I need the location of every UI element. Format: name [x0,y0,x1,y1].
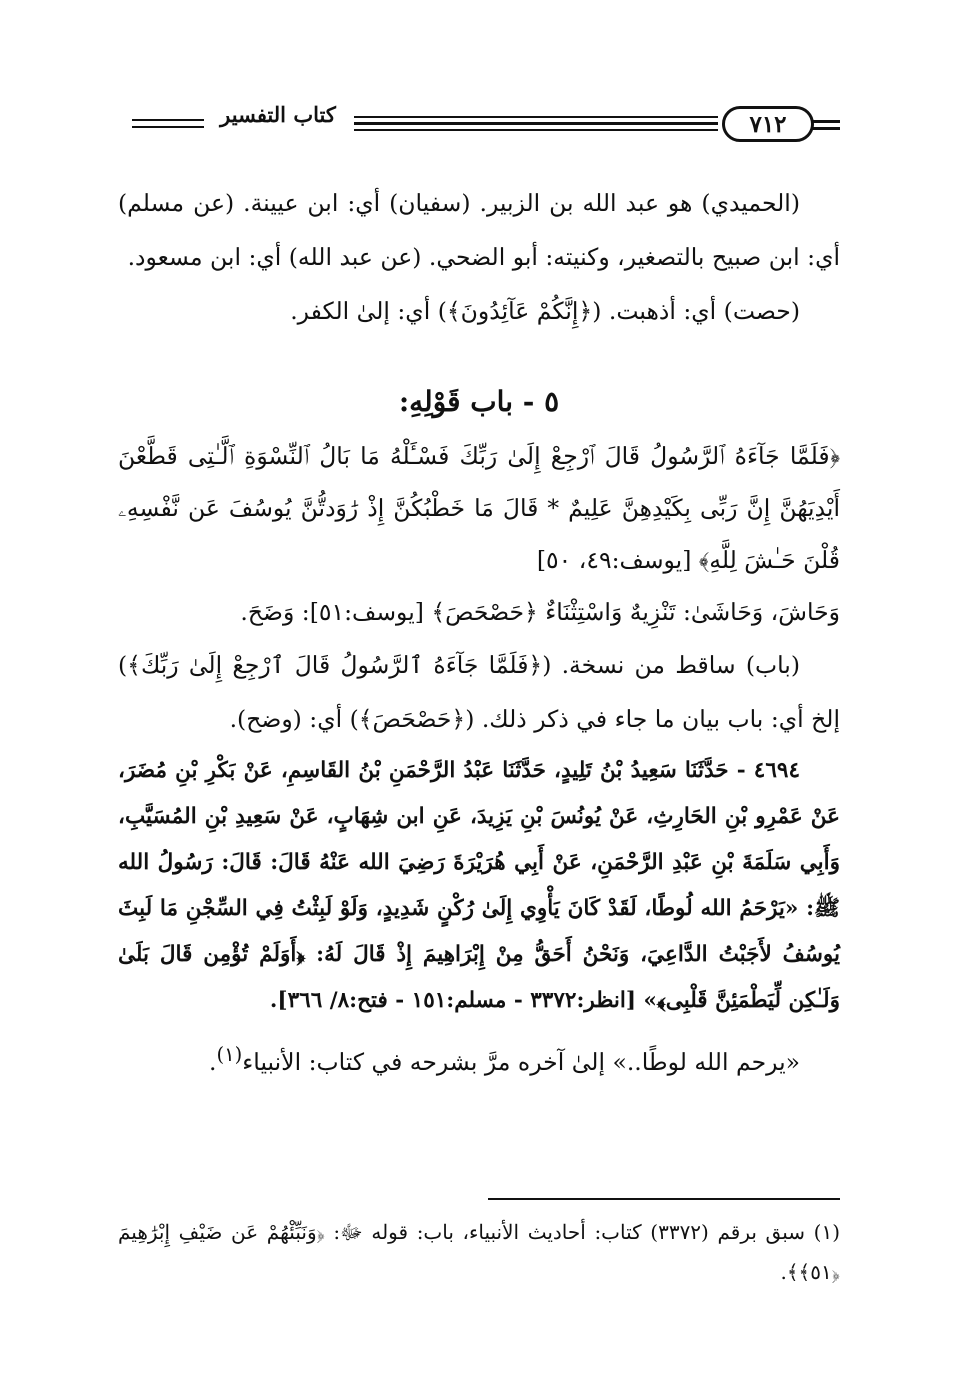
header-rule [354,116,718,118]
running-header [118,100,840,156]
footnote-separator [488,1198,840,1200]
header-rule-short [132,126,204,128]
closing-paragraph [118,1028,840,1089]
commentary-paragraph: (حصت) أي: أذهبت. (﴿إِنَّكُمْ عَآئِدُونَ﴾) أي: إلىٰ الكفر. [290,297,800,325]
section-heading: ٥ - باب قَوْلِهِ: [398,385,560,418]
page-number-badge [722,106,814,142]
quran-verse: ﴿فَلَمَّا جَآءَهُ ٱلرَّسُولُ قَالَ ٱرْجِعْ إِلَىٰ رَبِّكَ فَسْـَٔلْهُ مَا بَالُ ٱلنِّسْوَةِ ٱلَّـٰتِى قَطَّعْنَ أَيْدِيَهُنَّ إِنَّ رَبِّى بِكَيْدِهِنَّ عَلِيمٌ * قَالَ مَا خَطْبُكُنَّ إِذْ رَٰوَدتُّنَّ يُوسُفَ عَن نَّفْسِهِۦ قُلْنَ حَـٰشَ لِلَّهِ﴾ [يوسف:٤٩، ٥٠] [118,442,840,574]
gloss-paragraph: وَحَاشَ، وَحَاشَىٰ: تَنْزِيهٌ وَاسْتِثْنَاءٌ ﴿حَصْحَصَ﴾ [يوسف:٥١]: وَضَحَ. [240,598,840,626]
closing-punctuation: . [208,1047,217,1076]
main-text [118,176,840,1089]
page-number: ٧١٢ [749,110,787,138]
footnote: (١) سبق برقم (٣٣٧٢) كتاب: أحاديث الأنبياء، باب: قوله ﷻ: ﴿وَنَبِّئْهُمْ عَن ضَيْفِ إِبْرَٰهِيمَ ﴿٥١﴾﴾. [118,1220,841,1284]
header-ornament-line [812,120,840,123]
hadith-text: ٤٦٩٤ - حَدَّثَنَا سَعِيدُ بْنُ تَلِيدٍ، حَدَّثَنَا عَبْدُ الرَّحْمَنِ بْنُ القَاسِمِ، عَنْ بَكْرِ بْنِ مُضَرَ، عَنْ عَمْرِو بْنِ الحَارِثِ، عَنْ يُونُسَ بْنِ يَزِيدَ، عَنِ ابن شِهَابٍ، عَنْ سَعِيدِ بْنِ المُسَيَّبِ، وَأَبِي سَلَمَةَ بْنِ عَبْدِ الرَّحْمَنِ، عَنْ أَبِي هُرَيْرَةَ رَضِيَ الله عَنْهُ قَالَ: قَالَ: رَسُولُ الله ﷺ: «يَرْحَمُ الله لُوطًا، لَقَدْ كَانَ يَأْوِي إِلَىٰ رُكْنٍ شَدِيدٍ، وَلَوْ لَبِثْتُ فِي السِّجْنِ مَا لَبِثَ يُوسُفُ لأَجَبْتُ الدَّاعِيَ، وَنَحْنُ أَحَقُّ مِنْ إِبْرَاهِيمَ إِذْ قَالَ لَهُ: ﴿أَوَلَمْ تُؤْمِن قَالَ بَلَىٰ وَلَـٰكِن لِّيَطْمَئِنَّ قَلْبِى﴾» [انظر:٣٣٧٢ - مسلم:١٥١ - فتح:٨/ ٣٦٦]. [118,758,840,1013]
header-rule [354,122,718,125]
header-rule [354,129,718,131]
running-title: كتاب التفسير [220,102,336,127]
closing-text: «يرحم الله لوطًا..» إلىٰ آخره مرَّ بشرحه في كتاب: الأنبياء [242,1047,800,1076]
commentary-paragraph: (الحميدي) هو عبد الله بن الزبير. (سفيان) أي: ابن عيينة. (عن مسلم) أي: ابن صبيح بالتصغير، وكنيته: أبو الضحي. (عن عبد الله) أي: ابن مسعود. [118,189,840,271]
footnotes [118,1212,840,1292]
header-ornament-line [812,127,840,130]
commentary-paragraph: (باب) ساقط من نسخة. (﴿فَلَمَّا جَآءَهُ ٱلرَّسُولُ قَالَ ٱرْجِعْ إِلَىٰ رَبِّكَ﴾) إلخ أي: باب بيان ما جاء في ذكر ذلك. (﴿حَصْحَصَ﴾) أي: (وضح). [118,651,840,733]
footnote-reference: (١) [216,1043,243,1066]
header-rule-short [132,119,204,121]
